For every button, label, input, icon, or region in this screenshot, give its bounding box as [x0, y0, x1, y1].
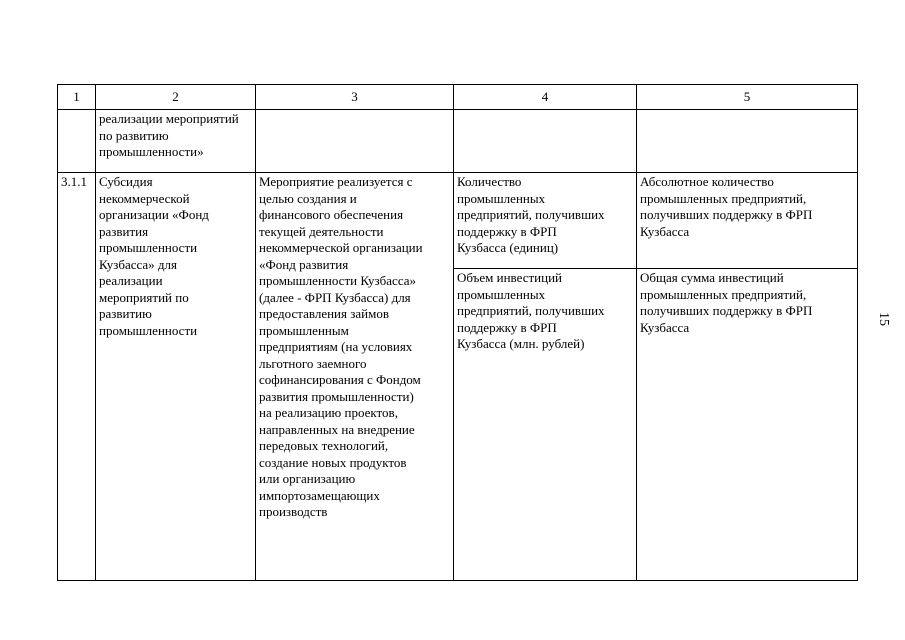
- cont-cell-number: [58, 110, 96, 173]
- measure-description-text: Мероприятие реализуется с целью создания и финансового обеспечения текущей деятельности некоммерческой организации «Фонд развития промышленности Кузбасса» (далее - ФРП Кузбасса) для предоставления займов промышленным предприятиям (на условиях льготного заемного софинансирования с Фондом развития промышленности) на реализацию проектов, направленных на внедрение передовых технологий, создание новых продуктов или организацию импортозамещающих производств: [259, 174, 423, 519]
- table-row-continuation: [58, 110, 858, 173]
- row-number-cell: [58, 173, 96, 581]
- table-row-3-1-1: [58, 173, 858, 269]
- measure-name-text: Субсидия некоммерческой организации «Фонд развития промышленности Кузбасса» для реализации мероприятий по развитию промышленности: [99, 174, 209, 338]
- indicator-2-name: Объем инвестиций промышленных предприятий, получивших поддержку в ФРП Кузбасса (млн. рублей): [457, 270, 605, 351]
- column-header-5: 5: [637, 85, 858, 110]
- column-header-3: 3: [256, 85, 454, 110]
- cont-cell-indicator: [454, 110, 637, 173]
- measure-name-cell: [96, 173, 256, 581]
- indicator-1-method-cell: [637, 173, 858, 269]
- indicator-1-name: Количество промышленных предприятий, получивших поддержку в ФРП Кузбасса (единиц): [457, 174, 605, 255]
- indicators-table: [57, 84, 858, 581]
- indicator-2-method-cell: [637, 269, 858, 581]
- column-header-1: 1: [58, 85, 96, 110]
- page-number: 15: [876, 312, 891, 326]
- indicator-2-method: Общая сумма инвестиций промышленных предприятий, получивших поддержку в ФРП Кузбасса: [640, 270, 813, 335]
- cont-cell-method: [637, 110, 858, 173]
- column-header-4: 4: [454, 85, 637, 110]
- cont-cell-name: [96, 110, 256, 173]
- indicator-2-name-cell: [454, 269, 637, 581]
- measure-description-cell: [256, 173, 454, 581]
- indicator-1-name-cell: [454, 173, 637, 269]
- indicator-1-method: Абсолютное количество промышленных предприятий, получивших поддержку в ФРП Кузбасса: [640, 174, 813, 239]
- cont-name-text: реализации мероприятий по развитию промышленности»: [99, 111, 239, 159]
- row-number: 3.1.1: [61, 174, 87, 189]
- column-header-2: 2: [96, 85, 256, 110]
- cont-cell-description: [256, 110, 454, 173]
- table-header-row: [58, 85, 858, 110]
